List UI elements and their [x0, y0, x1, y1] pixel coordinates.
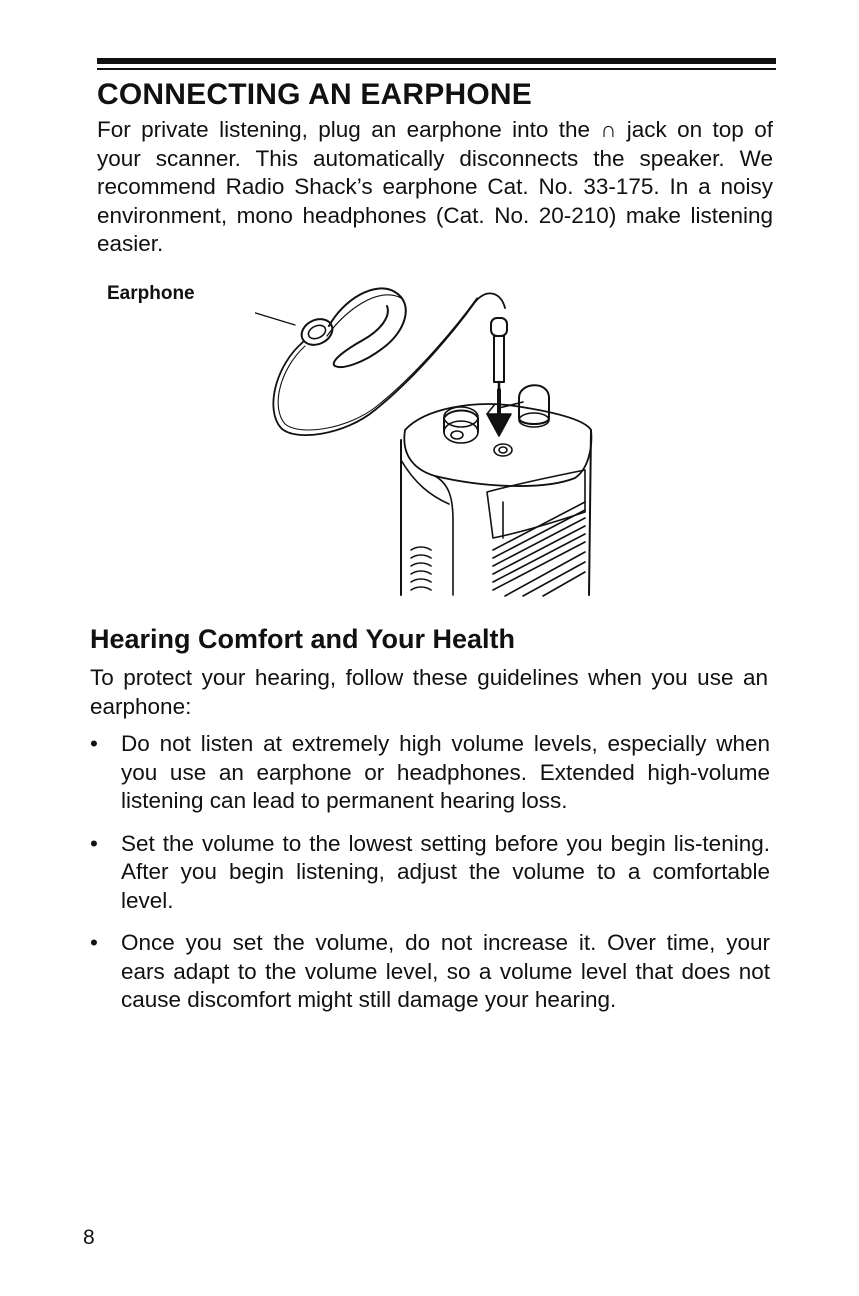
- page-number: 8: [83, 1226, 95, 1249]
- earphone-bud-icon: [297, 314, 336, 349]
- bullet-icon: •: [90, 930, 98, 955]
- earphone-illustration: [255, 270, 605, 600]
- bullet-icon: •: [90, 731, 98, 756]
- headphone-jack-icon: ∩: [600, 117, 617, 142]
- health-intro: To protect your hearing, follow these guidelines when you use an earphone:: [90, 665, 768, 719]
- top-rule: [97, 58, 776, 64]
- insert-arrow-icon: [487, 390, 511, 436]
- intro-paragraph: [97, 116, 773, 259]
- bullet-icon: •: [90, 830, 98, 856]
- intro-text-before: For private listening, plug an earphone into the: [97, 117, 591, 142]
- list-item: [90, 730, 770, 816]
- guideline-text: Once you set the volume, do not increase it. Over time, your ears adapt to the volume level, so a volume level that does not cause discomfort might still damage your hearing.: [121, 930, 770, 1012]
- guideline-text: Do not listen at extremely high volume levels, especially when you use an earphone or headphones. Extended high-volume listening can lead to permanent hearing loss.: [121, 731, 770, 813]
- section-heading: CONNECTING AN EARPHONE: [97, 78, 532, 111]
- earphone-label: Earphone: [107, 283, 195, 304]
- list-item: [90, 830, 770, 916]
- health-heading: Hearing Comfort and Your Health: [90, 624, 516, 654]
- top-rule-thin: [97, 68, 776, 70]
- guidelines-list: [90, 730, 770, 1029]
- list-item: [90, 929, 770, 1015]
- guideline-text: Set the volume to the lowest setting before you begin lis-tening. After you begin listening, adjust the volume to a comfortable level.: [121, 830, 770, 913]
- earphone-cord: [273, 293, 505, 435]
- intro-text-after: jack on top of your scanner. This automatically disconnects the speaker. We recommend Radio Shack’s earphone Cat. No. 33-175. In a noisy environment, mono headphones (Cat. No. 20-210) make listening easier.: [97, 117, 773, 256]
- earphone-plug-icon: [491, 318, 507, 394]
- label-leader-line: [255, 303, 295, 325]
